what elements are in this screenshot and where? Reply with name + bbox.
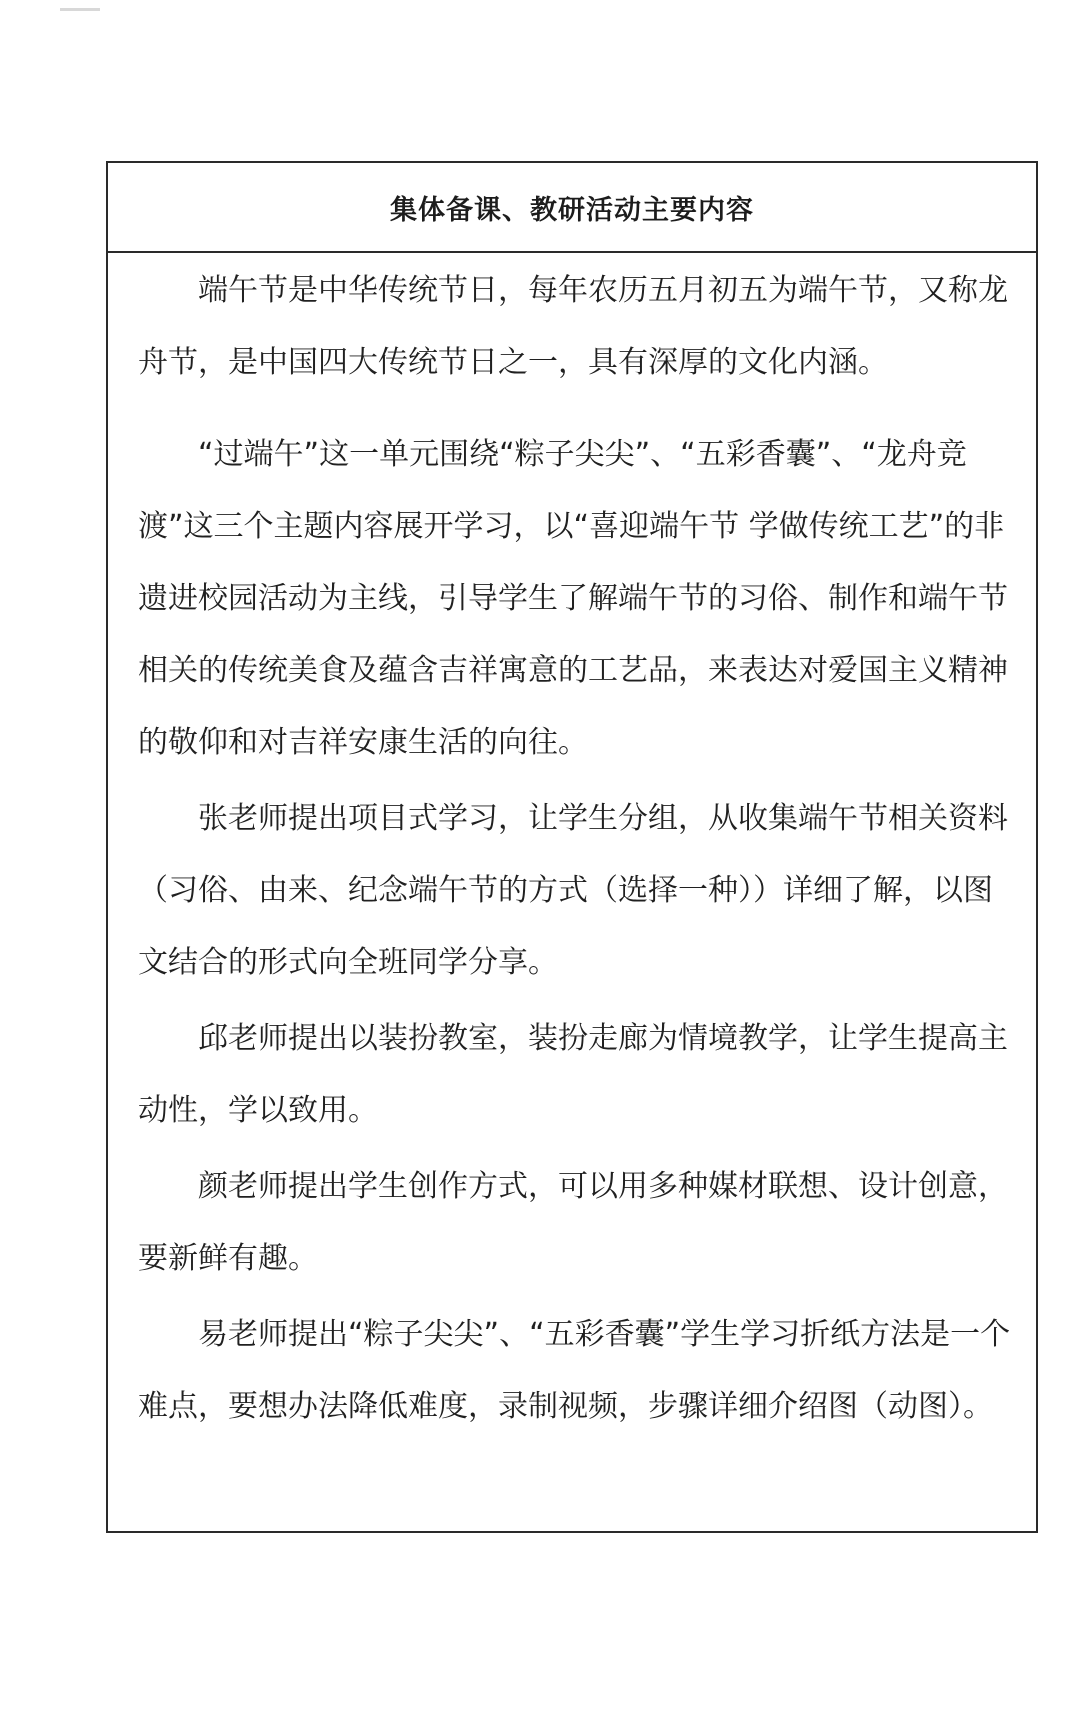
paragraph-teacher-qiu: 邱老师提出以装扮教室，装扮走廊为情境教学，让学生提高主动性，学以致用。 [138, 1021, 1008, 1128]
paragraph-teacher-yan: 颜老师提出学生创作方式，可以用多种媒材联想、设计创意，要新鲜有趣。 [138, 1169, 1008, 1276]
table-content-cell [108, 255, 1036, 1443]
record-form-table [106, 161, 1038, 1533]
scan-edge-mark [60, 8, 100, 11]
paragraph-unit-overview: “过端午”这一单元围绕“粽子尖尖”、“五彩香囊”、“龙舟竞渡”这三个主题内容展开学习，以“喜迎端午节 学做传统工艺”的非遗进校园活动为主线，引导学生了解端午节的习俗、制作和端午节相关的传统美食及蕴含吉祥寓意的工艺品，来表达对爱国主义精神的敬仰和对吉祥安康生活的向往。 [138, 437, 1008, 760]
paragraph-teacher-zhang: 张老师提出项目式学习，让学生分组，从收集端午节相关资料（习俗、由来、纪念端午节的方式（选择一种））详细了解，以图文结合的形式向全班同学分享。 [138, 801, 1008, 980]
table-header-cell [108, 163, 1036, 253]
table-header-title: 集体备课、教研活动主要内容 [390, 194, 754, 226]
paragraph-dragon-boat-intro: 端午节是中华传统节日，每年农历五月初五为端午节，又称龙舟节，是中国四大传统节日之一，具有深厚的文化内涵。 [138, 273, 1008, 380]
paragraph-teacher-yi: 易老师提出“粽子尖尖”、“五彩香囊”学生学习折纸方法是一个难点，要想办法降低难度，录制视频，步骤详细介绍图（动图）。 [138, 1317, 1011, 1424]
